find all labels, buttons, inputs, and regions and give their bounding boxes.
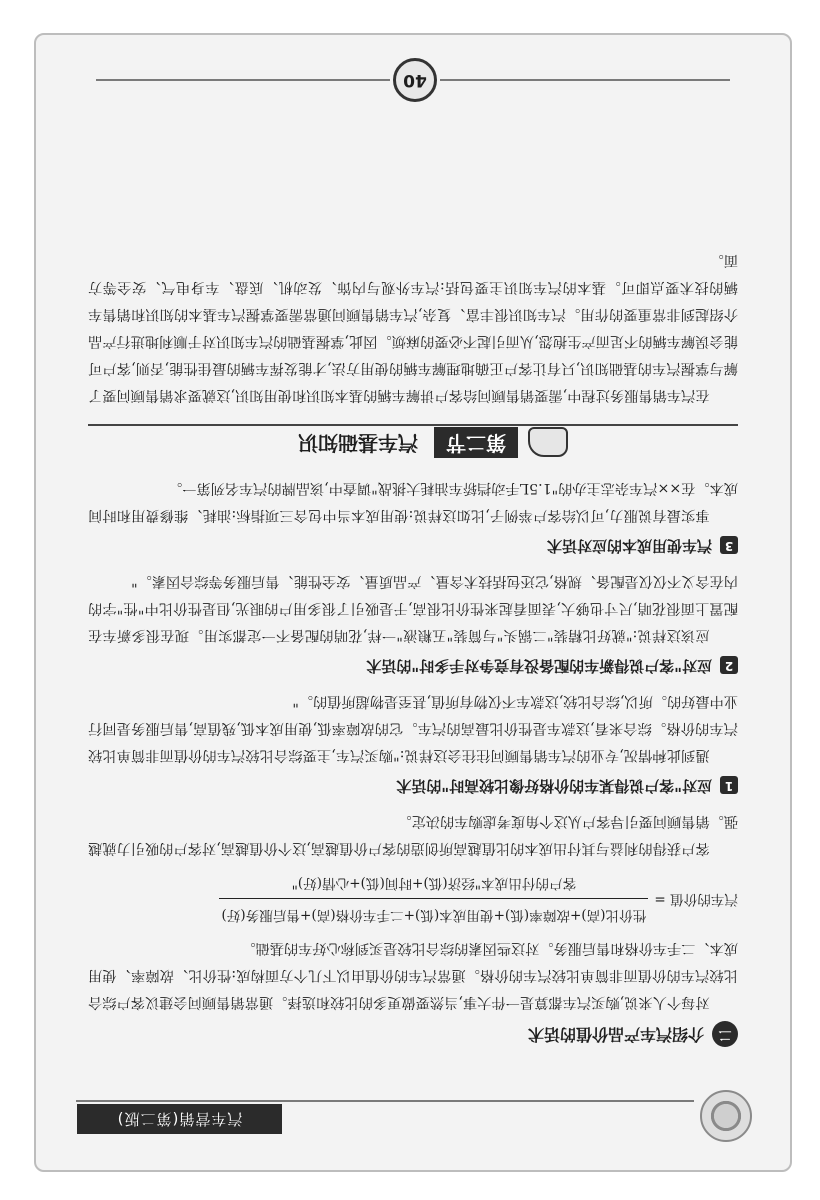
chapter-title: 汽车基础知识 [298, 431, 418, 455]
book-series-logo-icon [700, 1090, 752, 1142]
page-header [36, 1082, 790, 1142]
section-title: 介绍汽车产品价值的话术 [527, 1025, 704, 1044]
subsection-number: 3 [720, 537, 738, 555]
paragraph: 客户获得的利益与其付出成本的比值越高所创造的客户价值越高,这个价值越高,对客户的吸引力就越强。销售顾问要引导客户从这个角度考虑购车的决定。 [88, 813, 738, 856]
chapter-rule [88, 424, 738, 426]
chapter-tag: 第二节 [434, 427, 518, 458]
paragraph: 事实最有说服力,可以给客户举例子,比如这样说:使用成本当中包含三项指标:油耗、维修费用和时间成本。在××汽车杂志主办的"1.5L手动挡轿车油耗大挑战"调查中,该品牌的汽车名列第一。 [88, 480, 738, 523]
paragraph: 应该这样说:"就好比精装"二锅头"与简装"五粮液"一样,花哨的配备不一定都实用。现在很多新车在配置上面很花哨,尺寸也够大,表面看起来性价比很高,于是吸引了很多用户的眼光,但是性价比中"性"字的内在含义不仅仅是配备、规格,它还包括技术含量、产品质量、安全性能、售后服务等综合因素。" [88, 573, 738, 643]
page-content [88, 246, 738, 1058]
page-sheet [34, 33, 792, 1172]
header-rule [76, 1100, 694, 1102]
subsection-number: 1 [720, 777, 738, 795]
formula-denominator: 客户的付出成本"经济(低)+时间(低)+心情(好)" [291, 875, 577, 891]
subsection-heading [88, 652, 738, 679]
formula-fraction [219, 869, 648, 928]
paragraph: 在汽车销售服务过程中,需要销售顾问给客户讲解车辆的基本知识和使用知识,这就要求销售顾问要了解与掌握汽车的基础知识,只有让客户正确地理解车辆的使用方法,才能发挥车辆的最佳性能,否则,客户可能会误解车辆的不足而产生抱怨,从而引起不必要的麻烦。因此,掌握基础的汽车知识对于顺利地进行产品介绍起到非常重要的作用。汽车知识很丰富、复杂,汽车销售顾问通常需要掌握汽车基本的知识和销售车辆的技术要点即可。基本的汽车知识主要包括:汽车外观与内饰、发动机、底盘、车身电气、安全等方面。 [88, 252, 738, 403]
page-number: 40 [393, 58, 437, 102]
chapter-head [298, 427, 568, 458]
subsection-number: 2 [720, 657, 738, 675]
formula-lhs: 汽车的价值 = [654, 891, 738, 907]
subsection-title: 汽车使用成本的应对话术 [546, 537, 712, 555]
section-number: 二 [712, 1022, 738, 1048]
subsection-title: 应对"客户说得某车的价格好像比较高时"的话术 [396, 777, 712, 795]
subsection-title: 应对"客户说得新车的配备没有竞争对手多时"的话术 [366, 657, 712, 675]
paragraph: 遇到此种情况,专业的汽车销售顾问往往会这样说:"购买汽车,主要综合比较汽车的价值而非简单比较汽车的价格。综合来看,这款车是性价比最高的汽车。它的故障率低,使用成本低,残值高,售后服务是同行业中最好的。所以,综合比较,这款车不仅物有所值,甚至是物超所值的。" [88, 693, 738, 763]
value-formula [88, 869, 738, 928]
footer-rule-left [440, 79, 730, 81]
chapter-heading [88, 422, 738, 458]
rotated-page [36, 35, 790, 1170]
subsection-heading [88, 532, 738, 559]
paragraph: 对每个人来说,购买汽车都算是一件大事,当然要做更多的比较和选择。通常销售顾问会建议客户综合比较汽车的价值而非简单比较汽车的价格。通常汽车的价值由以下几个方面构成:性价比、故障率、使用成本、二手车价格和售后服务。对这些因素的综合比较是买到称心好车的基础。 [88, 940, 738, 1010]
subsection-heading [88, 772, 738, 799]
formula-numerator: 性价比(高)+故障率(低)+使用成本(低)+二手车价格(高)+售后服务(好) [219, 898, 648, 928]
footer-rule-right [96, 79, 390, 81]
section-heading [88, 1021, 738, 1048]
car-icon [528, 428, 568, 458]
book-title: 汽车营销(第二版) [77, 1104, 282, 1134]
